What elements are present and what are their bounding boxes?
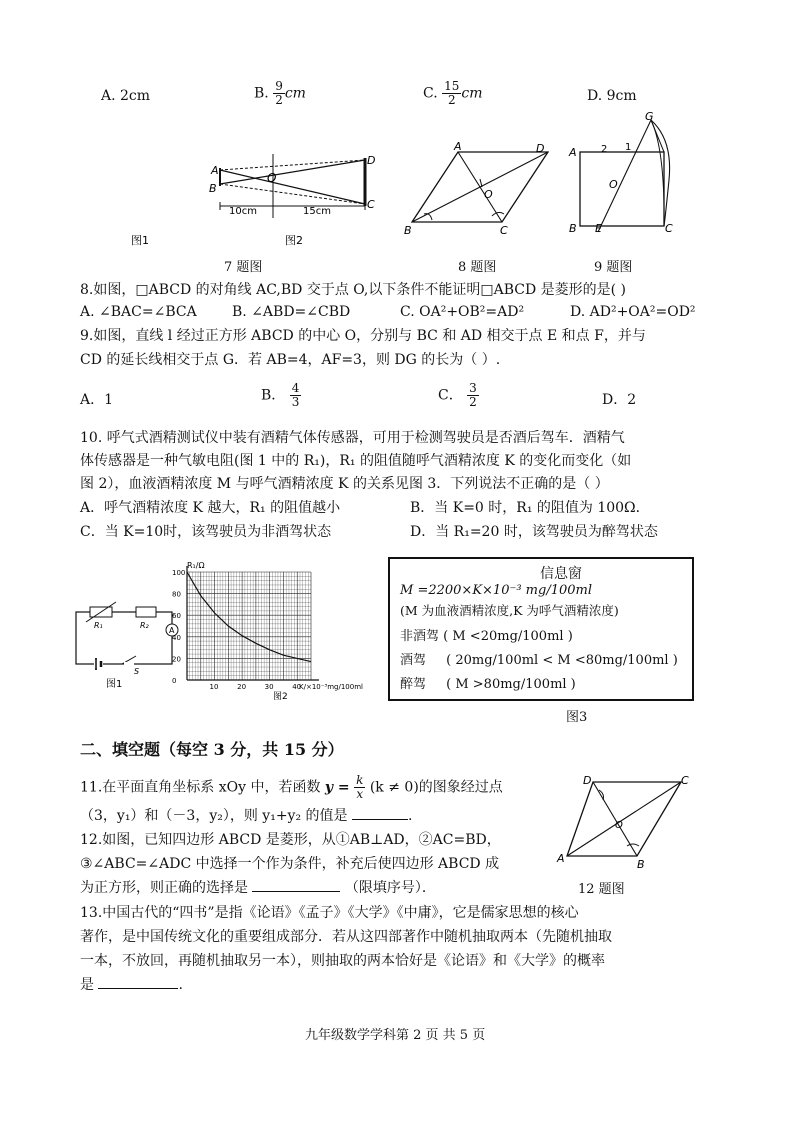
info-title: 信息窗 <box>540 566 582 582</box>
q11-stem: 11.在平面直角坐标系 xOy 中，若函数 <box>80 779 321 796</box>
fig9-angle-2: 2 <box>601 144 608 155</box>
q13-line-4 <box>80 975 183 995</box>
fig12-label-a: A <box>557 852 565 865</box>
switch-label: S <box>134 667 140 676</box>
circuit-label-r2: R₂ <box>140 621 149 630</box>
fig9-angle-1: 1 <box>625 142 632 153</box>
figure-7 <box>125 148 385 248</box>
q12-stem-pre: 为正方形，则正确的选择是 <box>80 880 248 896</box>
fig8-label-a: A <box>454 140 462 153</box>
info-row-range: ( M <20mg/100ml ) <box>443 629 573 644</box>
y-tick-label: 40 <box>172 633 181 642</box>
fraction-denominator: 2 <box>275 93 283 107</box>
x-axis-label: K/×10⁻³mg/100ml <box>299 683 363 691</box>
chart-grid <box>187 572 311 680</box>
prev-option-b-fraction <box>273 80 285 107</box>
fig9-label-a: A <box>569 146 577 159</box>
q8-option-d: D. AD²+OA²=OD² <box>570 304 696 320</box>
series-line-r1 <box>187 572 311 662</box>
q11-condition: (k ≠ 0)的图象经过点 <box>369 779 503 796</box>
q9-option-b-fraction <box>290 382 302 409</box>
prev-option-b-label: B. <box>254 85 269 102</box>
y-tick-label: 80 <box>172 590 181 599</box>
fig12-label-o: O <box>615 820 623 831</box>
fraction-numerator: 3 <box>469 381 477 395</box>
q12-answer-blank[interactable] <box>252 891 340 892</box>
q9-line-1: 9.如图，直线 l 经过正方形 ABCD 的中心 O，分别与 BC 和 AD 相交于点 E 和点 F，并与 <box>80 328 646 344</box>
info-row-label: 醉驾 <box>400 677 427 692</box>
fig7-tag-2: 图2 <box>285 234 303 247</box>
q10-line-3: 图 2），血液酒精浓度 M 与呼气酒精浓度 K 的关系见图 3．下列说法不正确的是（ ） <box>80 476 609 492</box>
prev-option-b <box>254 80 306 107</box>
figure-9 <box>565 108 685 238</box>
q12-line-1: 12.如图，已知四边形 ABCD 是菱形，从①AB⊥AD，②AC=BD， <box>80 832 501 848</box>
info-formula: M =2200×K×10⁻³ mg/100ml <box>400 583 592 598</box>
figure-8 <box>400 140 560 240</box>
y-tick-label: 60 <box>172 612 181 621</box>
q11-fraction <box>354 774 365 801</box>
fig12-caption: 12 题图 <box>578 882 625 897</box>
fig7-label-a: A <box>211 164 219 177</box>
q11-answer-blank[interactable] <box>352 819 408 820</box>
q9-option-d: D．2 <box>602 392 637 408</box>
q11-points: （3，y₁）和（－3，y₂），则 y₁+y₂ 的值是 <box>80 808 348 824</box>
fig9-label-g: G <box>645 110 654 123</box>
fig9-label-b: B <box>569 222 577 235</box>
prev-option-c-fraction <box>442 80 461 107</box>
unit-label: cm <box>284 85 306 102</box>
q9-option-b <box>261 382 301 409</box>
q11-end: . <box>407 808 413 824</box>
info-row-drunk-driving <box>400 649 678 668</box>
x-tick-label: 20 <box>237 683 247 691</box>
fig7-tag-1: 图1 <box>131 234 149 247</box>
fig8-label-b: B <box>404 224 412 237</box>
q10-option-c: C．当 K=10时，该驾驶员为非酒驾状态 <box>80 524 332 540</box>
fig12-label-c: C <box>681 774 689 787</box>
fig7-label-b: B <box>209 182 217 195</box>
fig8-label-o: O <box>484 188 493 201</box>
fraction-numerator: k <box>356 773 364 787</box>
info-row-intoxicated <box>400 673 576 692</box>
prev-option-d: D. 9cm <box>587 88 637 104</box>
q8-option-b: B. ∠ABD=∠CBD <box>232 304 351 320</box>
q9-option-b-label: B． <box>261 387 286 404</box>
info-note: (M 为血液酒精浓度,K 为呼气酒精浓度) <box>400 603 619 618</box>
fig7-label-d: D <box>367 154 376 167</box>
fraction-denominator: 2 <box>469 395 477 409</box>
info-window <box>388 557 694 701</box>
fraction-denominator: x <box>356 787 364 801</box>
info-row-sober <box>400 625 573 644</box>
y-tick-label: 100 <box>172 569 186 577</box>
q13-line-2: 著作，是中国传统文化的重要组成部分．若从这四部著作中随机抽取两本（先随机抽取 <box>80 929 612 945</box>
fig8-label-d: D <box>536 142 545 155</box>
q9-option-c <box>438 382 479 409</box>
fig9-label-e: E <box>595 222 602 235</box>
q13-line-3: 一本，不放回，再随机抽取另一本），则抽取的两本恰好是《论语》和《大学》的概率 <box>80 953 605 969</box>
q9-option-c-fraction <box>467 382 479 409</box>
fig7-label-c: C <box>367 198 375 211</box>
prev-option-c <box>423 80 483 107</box>
q10-option-d: D．当 R₁=20 时，该驾驶员为醉驾状态 <box>410 524 658 540</box>
chart-axes <box>187 566 319 680</box>
q10-line-2: 体传感器是一种气敏电阻(图 1 中的 R₁)，R₁ 的阻值随呼气酒精浓度 K 的变化而变化（如 <box>80 453 632 469</box>
circuit-caption: 图1 <box>106 679 123 690</box>
q9-line-2: CD 的延长线相交于点 G．若 AB=4，AF=3，则 DG 的长为（ ）. <box>80 352 501 368</box>
info-caption: 图3 <box>566 710 588 725</box>
q12-line-3 <box>80 878 436 898</box>
fig9-caption: 9 题图 <box>594 260 633 275</box>
graph-caption: 图2 <box>273 692 288 702</box>
fig8-label-c: C <box>500 224 508 237</box>
info-row-range: ( 20mg/100ml < M <80mg/100ml ) <box>446 653 678 668</box>
x-tick-label: 40 <box>292 683 302 691</box>
fig12-label-d: D <box>583 774 592 787</box>
circuit-label-r1: R₁ <box>94 621 103 630</box>
fig8-caption: 8 题图 <box>458 260 497 275</box>
fraction-numerator: 15 <box>444 79 460 93</box>
y-tick-label: 0 <box>172 677 177 685</box>
resistance-chart <box>165 558 385 703</box>
info-row-label: 酒驾 <box>400 653 427 668</box>
fig7-caption: 7 题图 <box>224 260 263 275</box>
x-tick-label: 30 <box>264 683 274 691</box>
prev-option-c-label: C. <box>423 85 438 102</box>
q11-func: y = <box>324 779 350 796</box>
fig9-label-c: C <box>665 222 673 235</box>
q9-option-c-label: C． <box>438 387 463 404</box>
y-axis-label: R₁/Ω <box>187 561 205 570</box>
q9-option-a: A．1 <box>80 392 114 408</box>
section-heading: 二、填空题（每空 3 分，共 15 分） <box>80 740 344 759</box>
page-footer: 九年级数学学科第 2 页 共 5 页 <box>305 1028 486 1043</box>
fig7-label-o: O <box>267 171 277 185</box>
circuit-diagram <box>70 590 180 690</box>
q13-stem-pre: 是 <box>80 977 94 993</box>
q13-end: . <box>178 977 183 993</box>
fig7-length-10cm: 10cm <box>229 206 257 217</box>
info-row-range: ( M >80mg/100ml ) <box>446 677 576 692</box>
fraction-denominator: 2 <box>447 93 456 107</box>
x-tick-label: 10 <box>209 683 219 691</box>
q12-line-2: ③∠ABC=∠ADC 中选择一个作为条件，补充后使四边形 ABCD 成 <box>80 856 500 872</box>
q8-option-c: C. OA²+OB²=AD² <box>400 304 525 320</box>
q8-option-a: A. ∠BAC=∠BCA <box>80 304 197 320</box>
info-row-label: 非酒驾 <box>400 629 440 644</box>
unit-label: cm <box>461 85 483 102</box>
q10-line-1: 10. 呼气式酒精测试仪中装有酒精气体传感器，可用于检测驾驶员是否酒后驾车．酒精气 <box>80 430 625 446</box>
fig7-length-15cm: 15cm <box>303 206 331 217</box>
fraction-numerator: 9 <box>275 79 283 93</box>
y-tick-label: 20 <box>172 655 181 664</box>
q13-answer-blank[interactable] <box>98 988 178 989</box>
fig9-label-o: O <box>609 178 618 191</box>
q13-line-1: 13.中国古代的“四书”是指《论语》《孟子》《大学》《中庸》，它是儒家思想的核心 <box>80 905 579 921</box>
q8-stem: 8.如图，□ABCD 的对角线 AC,BD 交于点 O,以下条件不能证明□ABCD 是菱形的是( ) <box>80 282 627 298</box>
prev-option-a: A. 2cm <box>101 88 151 104</box>
q10-option-b: B．当 K=0 时，R₁ 的阻值为 100Ω． <box>410 500 650 516</box>
q12-stem-post: （限填序号）． <box>344 880 436 896</box>
figure-12 <box>555 774 695 874</box>
ammeter-label: A <box>169 626 175 635</box>
fraction-numerator: 4 <box>291 381 300 395</box>
q11-line-2 <box>80 806 412 826</box>
fraction-denominator: 3 <box>291 395 300 409</box>
q10-option-a: A．呼气酒精浓度 K 越大，R₁ 的阻值越小 <box>80 500 341 516</box>
q11-line-1 <box>80 774 503 801</box>
fig12-label-b: B <box>637 858 645 871</box>
